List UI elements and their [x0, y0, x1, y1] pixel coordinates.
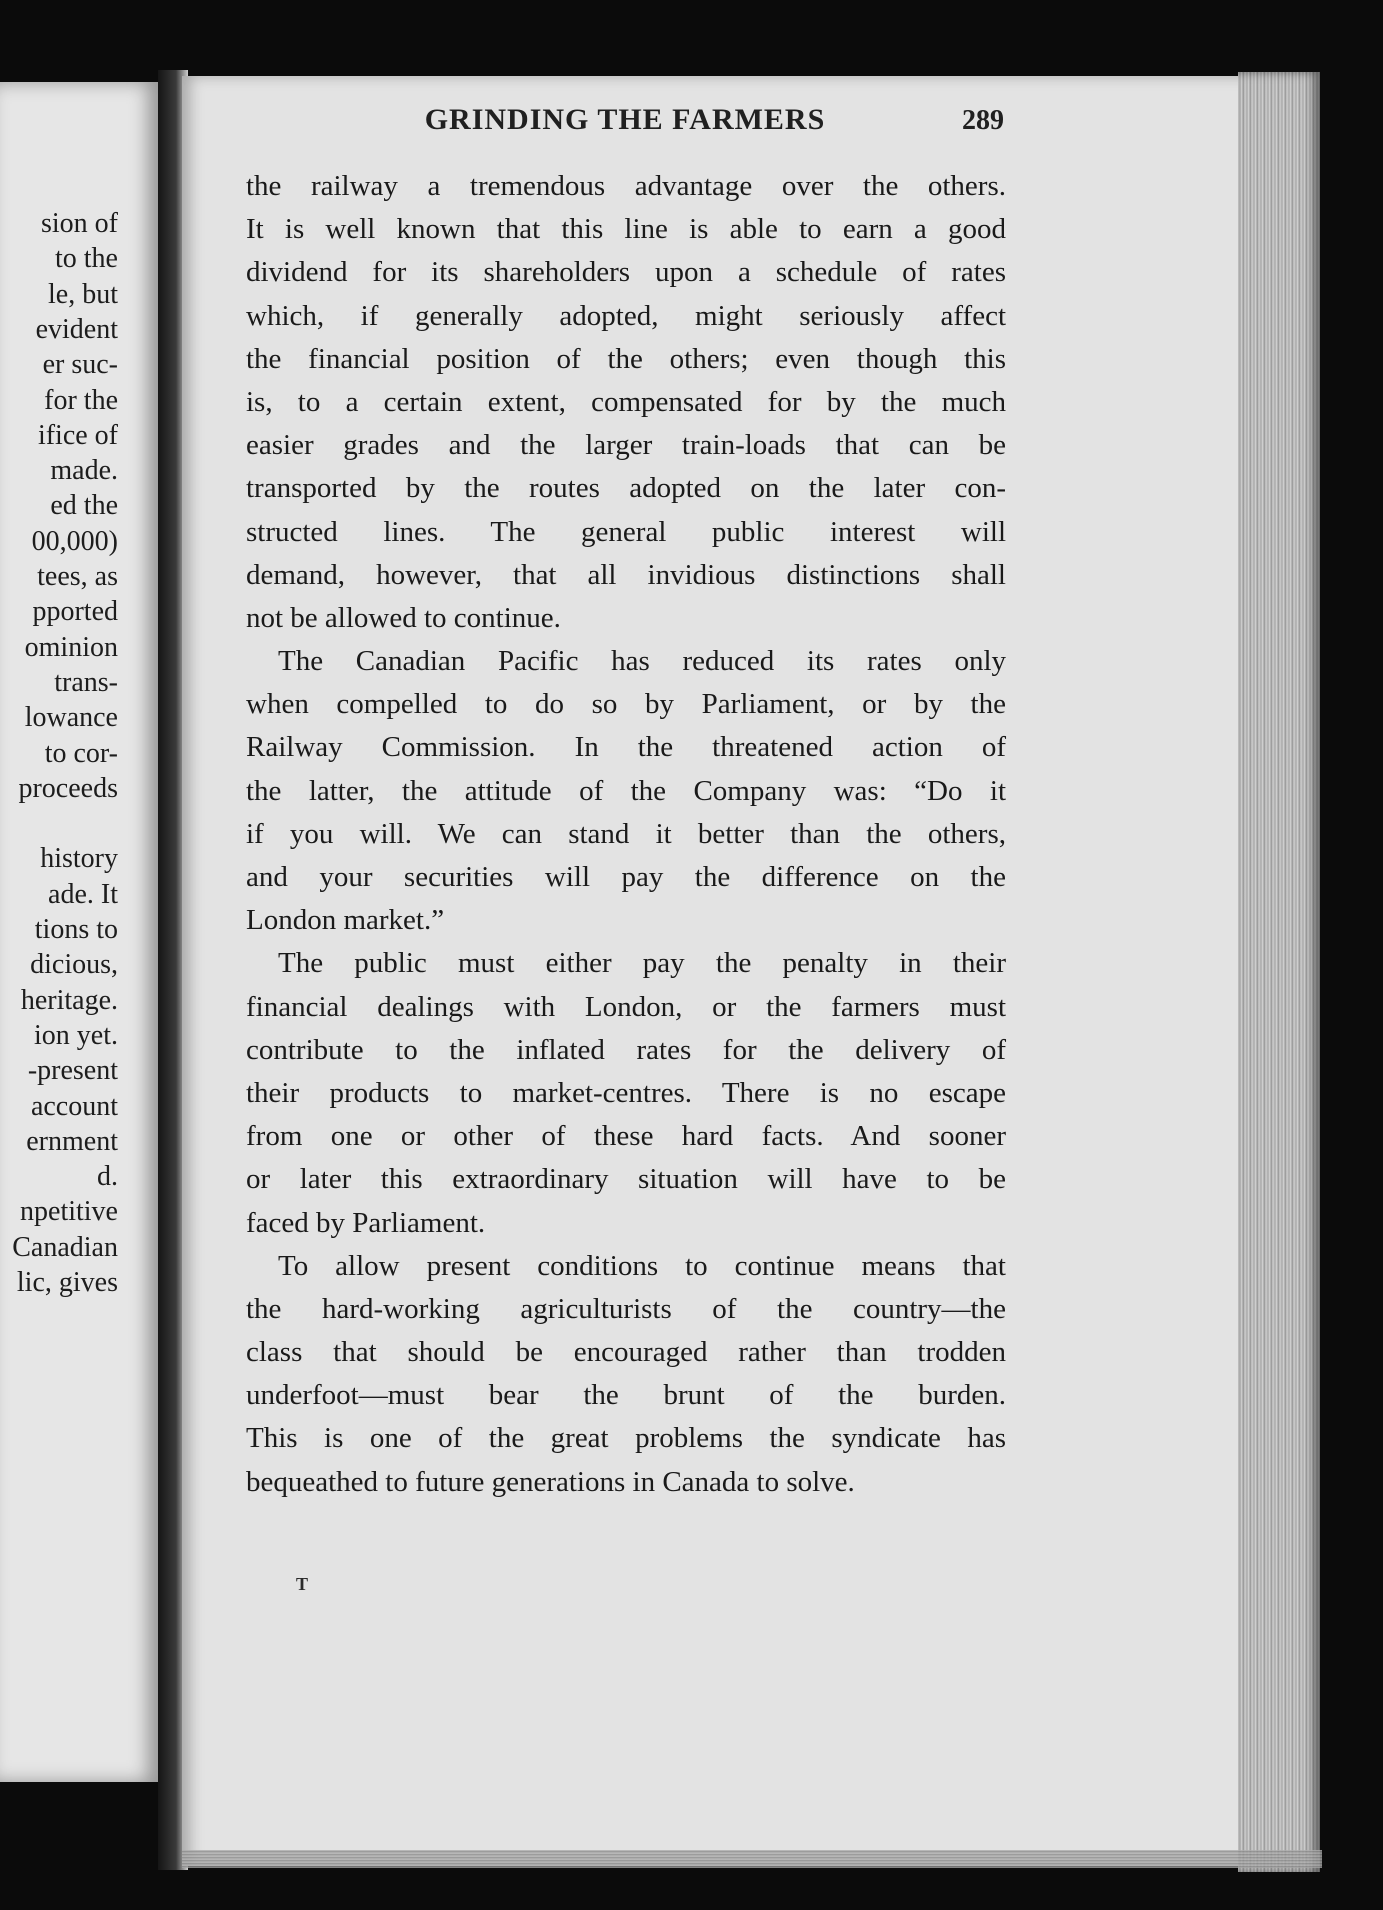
left-page-line: for the: [44, 384, 118, 416]
left-page-line: 00,000): [31, 525, 118, 557]
text-line: The Canadian Pacific has reduced its rates only: [278, 645, 1006, 678]
page-number: 289: [962, 105, 1004, 136]
paragraph: [246, 942, 1006, 1244]
text-line: not be allowed to continue.: [246, 601, 561, 634]
signature-mark: T: [296, 1574, 309, 1594]
text-line: London market.”: [246, 904, 445, 937]
left-page-line: history: [40, 843, 118, 875]
left-page-line: pported: [32, 596, 118, 628]
text-line: contribute to the inflated rates for the delivery of: [246, 1033, 1006, 1066]
left-page-line: ion yet.: [34, 1019, 118, 1051]
paragraph: [246, 1245, 1006, 1504]
text-line: from one or other of these hard facts. And sooner: [246, 1120, 1006, 1153]
text-line: the railway a tremendous advantage over the others.: [246, 170, 1006, 202]
left-page-line: heritage.: [20, 984, 118, 1016]
text-line: their products to market-centres. There is no escape: [246, 1076, 1006, 1109]
text-line: class that should be encouraged rather than trodden: [246, 1336, 1006, 1369]
text-line: dividend for its shareholders upon a schedule of rates: [246, 256, 1006, 289]
text-line: or later this extraordinary situation will have to be: [246, 1163, 1006, 1196]
text-line: bequeathed to future generations in Canada to solve.: [246, 1465, 855, 1498]
text-line: which, if generally adopted, might seriously affect: [246, 299, 1006, 332]
left-page-line: ed the: [50, 490, 118, 522]
text-line: To allow present conditions to continue means that: [278, 1249, 1006, 1282]
left-page-line: er suc-: [42, 349, 118, 381]
text-line: Railway Commission. In the threatened action of: [246, 731, 1006, 764]
left-page-line: trans-: [54, 666, 118, 698]
text-line: demand, however, that all invidious distinctions shall: [246, 558, 1006, 591]
left-page-line: sion of: [41, 208, 118, 239]
left-page-line: proceeds: [18, 772, 118, 804]
left-page-line: -present: [27, 1055, 118, 1087]
left-page-line: to cor-: [44, 737, 118, 769]
left-page-line: lowance: [24, 702, 118, 734]
running-header-title: GRINDING THE FARMERS: [424, 103, 826, 136]
text-line: The public must either pay the penalty in their: [278, 947, 1006, 980]
left-page-line: made.: [50, 455, 118, 487]
left-page-line: evident: [35, 313, 118, 345]
left-page-line: Canadian: [12, 1231, 118, 1263]
text-line: and your securities will pay the difference on the: [246, 861, 1006, 893]
left-page-line: d.: [97, 1161, 118, 1193]
text-line: when compelled to do so by Parliament, or by the: [246, 688, 1006, 721]
text-line: transported by the routes adopted on the later con-: [246, 472, 1006, 505]
left-page-line: npetitive: [20, 1196, 118, 1228]
left-page-line: lic, gives: [16, 1267, 118, 1298]
paragraph: [246, 165, 1006, 640]
text-line: the financial position of the others; even though this: [246, 342, 1006, 375]
left-page-line: account: [30, 1090, 118, 1122]
left-page-line: tions to: [34, 914, 118, 945]
left-page-line: to the: [55, 243, 118, 275]
text-line: It is well known that this line is able to earn a good: [246, 213, 1006, 246]
page-edge-stack: [1238, 72, 1320, 1872]
text-line: easier grades and the larger train-loads that can be: [246, 429, 1006, 462]
text-line: the hard-working agriculturists of the country—the: [246, 1292, 1006, 1325]
text-line: financial dealings with London, or the farmers must: [246, 990, 1006, 1023]
text-line: is, to a certain extent, compensated for by the much: [246, 385, 1006, 418]
left-facing-page: [0, 82, 158, 1782]
left-page-line: le, but: [48, 278, 118, 310]
text-line: structed lines. The general public interest will: [246, 515, 1006, 548]
text-line: the latter, the attitude of the Company was: “Do it: [246, 774, 1006, 807]
text-line: faced by Parliament.: [246, 1206, 486, 1239]
left-page-line: tees, as: [37, 561, 118, 592]
left-page-line: ominion: [24, 631, 118, 663]
left-page-line: ernment: [26, 1125, 118, 1157]
page-body-text: [246, 165, 1006, 1504]
paragraph: [246, 640, 1006, 942]
left-page-line: ifice of: [37, 419, 118, 451]
text-line: This is one of the great problems the syndicate has: [246, 1422, 1006, 1455]
page-bottom-edge: [182, 1850, 1322, 1868]
running-header: [246, 103, 1004, 143]
left-page-line: dicious,: [30, 949, 118, 981]
text-line: if you will. We can stand it better than the others,: [246, 817, 1006, 850]
left-page-line: ade. It: [48, 878, 118, 910]
text-line: underfoot—must bear the brunt of the burden.: [246, 1379, 1006, 1412]
